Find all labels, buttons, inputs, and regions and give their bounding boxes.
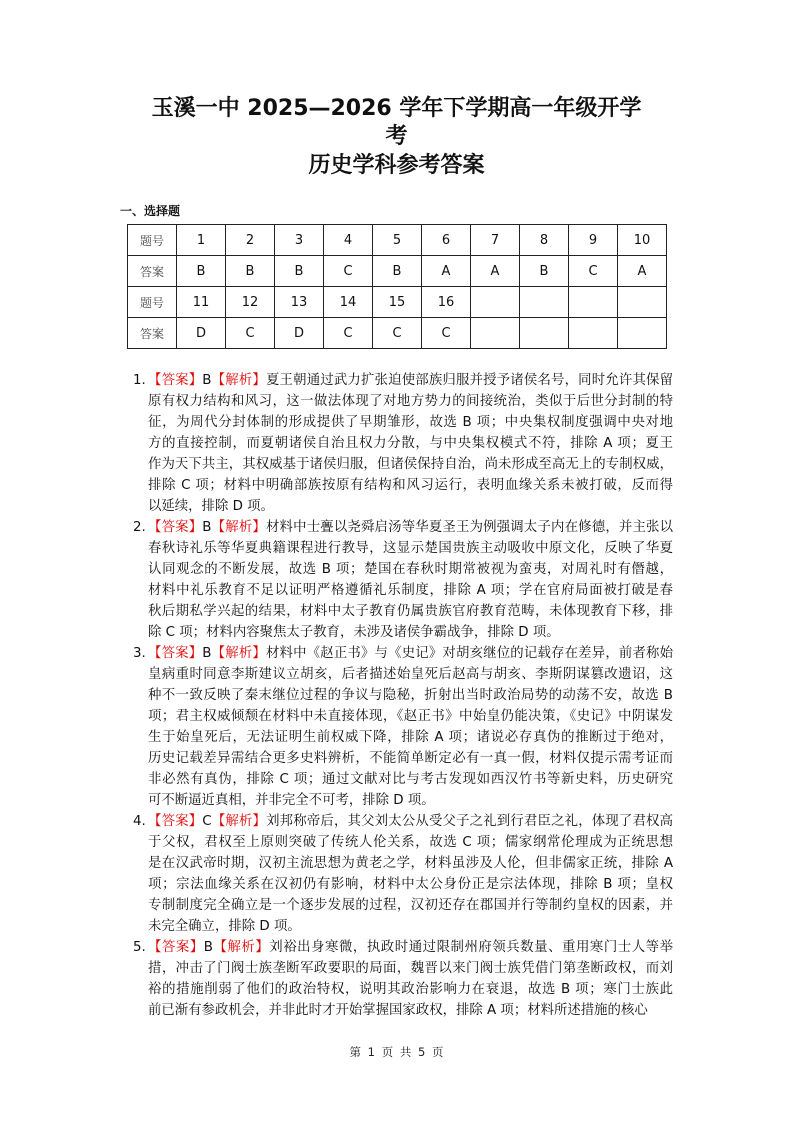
explanation-text: 方的直接控制，而夏朝诸侯自治且权力分散，与中央集权模式不符，排除 A 项；夏王 [148, 436, 673, 451]
table-cell: 5 [373, 225, 422, 256]
analysis-tag: 【解析】 [212, 940, 270, 955]
table-cell: A [618, 256, 667, 287]
section-heading: 一、选择题 [120, 204, 181, 218]
explanation-text: 排除 C 项；材料中明确部族按原有结构和风习运行，表明血缘关系未被打破，反而得 [148, 478, 673, 493]
text-line [148, 811, 673, 832]
explanation-item [133, 517, 673, 643]
text-line [148, 685, 673, 706]
table-cell: A [422, 256, 471, 287]
explanation-item [133, 811, 673, 937]
table-cell: 4 [324, 225, 373, 256]
explanation-text: 夏王朝通过武力扩张迫使部族归服并授予诸侯名号，同时允许其保留 [265, 373, 674, 388]
explanations-list [133, 370, 673, 1021]
explanation-text: 可不断逼近真相，并非完全不可考，排除 D 项。 [148, 793, 435, 808]
item-number: 4. [133, 814, 146, 829]
answer-value: B [202, 520, 212, 535]
answer-tag: 【答案】 [148, 940, 204, 955]
item-number: 3. [133, 646, 146, 661]
table-cell: A [471, 256, 520, 287]
text-line [148, 916, 673, 937]
document-title-line1: 玉溪一中 2025—2026 学年下学期高一年级开学 [151, 96, 642, 121]
document-title-line2: 考 [385, 124, 408, 149]
text-line [148, 622, 673, 643]
table-cell: 10 [618, 225, 667, 256]
answer-tag: 【答案】 [148, 646, 203, 661]
text-line [148, 1000, 673, 1021]
text-line [148, 517, 673, 538]
table-cell [569, 318, 618, 349]
table-row [128, 256, 667, 287]
document-subtitle: 历史学科参考答案 [308, 153, 485, 178]
row-header-cell: 题号 [128, 287, 177, 318]
row-header-cell: 答案 [128, 318, 177, 349]
explanation-text: 材料中礼乐教育不足以证明严格遵循礼乐制度，排除 A 项；学在官府局面被打破是春 [148, 583, 673, 598]
text-line [148, 559, 673, 580]
explanation-text: 材料中《赵正书》与《史记》对胡亥继位的记载存在差异，前者称始 [265, 646, 674, 661]
answer-tag: 【答案】 [148, 373, 203, 388]
answer-table [127, 224, 667, 349]
table-cell: 8 [520, 225, 569, 256]
analysis-tag: 【解析】 [211, 373, 266, 388]
explanation-text: 除 C 项；材料内容聚焦太子教育，未涉及诸侯争霸战争，排除 D 项。 [148, 625, 560, 640]
explanation-text: 刘邦称帝后，其父刘太公从受父子之礼到行君臣之礼，体现了君权高 [266, 814, 674, 829]
row-header-cell: 答案 [128, 256, 177, 287]
table-cell: 3 [275, 225, 324, 256]
table-cell: D [275, 318, 324, 349]
table-cell: C [422, 318, 471, 349]
table-cell [471, 287, 520, 318]
explanation-text: 专制制度完全确立是一个逐步发展的过程，汉初还存在郡国并行等制约皇权的因素，并 [148, 898, 673, 913]
text-line [148, 748, 673, 769]
table-cell: B [373, 256, 422, 287]
table-cell: 12 [226, 287, 275, 318]
explanation-text: 措，冲击了门阀士族垄断军政要职的局面，魏晋以来门阀士族凭借门第垄断政权，而刘 [148, 961, 673, 976]
table-row [128, 318, 667, 349]
explanation-text: 于父权，君权至上原则突破了传统人伦关系，故选 C 项；儒家纲常伦理成为正统思想 [148, 835, 673, 850]
text-line [148, 853, 673, 874]
table-cell: 1 [177, 225, 226, 256]
table-cell: C [226, 318, 275, 349]
explanation-text: 春秋诗礼乐等华夏典籍课程进行教导，这显示楚国贵族主动吸收中原文化，反映了华夏 [148, 541, 673, 556]
explanation-text: 项；宗法血缘关系在汉初仍有影响，材料中太公身份正是宗法体现，排除 B 项；皇权 [148, 877, 673, 892]
analysis-tag: 【解析】 [211, 520, 266, 535]
text-line [148, 391, 673, 412]
table-cell: 9 [569, 225, 618, 256]
explanation-text: 皇病重时同意李斯建议立胡亥，后者描述始皇死后赵高与胡亥、李斯阴谋篡改遗诏，这 [148, 667, 673, 682]
explanation-text: 裕的措施削弱了他们的政治特权，说明其政治影响力在衰退，故选 B 项；寒门士族此 [148, 982, 673, 997]
table-cell [520, 287, 569, 318]
table-row [128, 287, 667, 318]
text-line [148, 874, 673, 895]
answer-value: B [203, 940, 213, 955]
table-cell [471, 318, 520, 349]
table-cell: 13 [275, 287, 324, 318]
text-line [148, 790, 673, 811]
table-cell: 11 [177, 287, 226, 318]
explanation-text: 未完全确立，排除 D 项。 [148, 919, 301, 934]
text-line [148, 832, 673, 853]
answer-value: B [202, 646, 212, 661]
text-line [148, 958, 673, 979]
explanation-text: 历史记载差异需结合更多史料辨析，不能简单断定必有一真一假，材料仅提示需考证而 [148, 751, 673, 766]
table-cell [618, 287, 667, 318]
explanation-text: 项；君主权威倾颓在材料中未直接体现，《赵正书》中始皇仍能决策，《史记》中阴谋发 [148, 709, 673, 724]
explanation-text: 认同观念的不断发展，故选 B 项；楚国在春秋时期常被视为蛮夷，对周礼时有僭越， [148, 562, 673, 577]
table-cell: C [324, 318, 373, 349]
item-number: 1. [133, 373, 146, 388]
text-line [148, 706, 673, 727]
table-cell: B [177, 256, 226, 287]
table-cell: D [177, 318, 226, 349]
table-cell [569, 287, 618, 318]
explanation-item [133, 937, 673, 1021]
row-header-cell: 题号 [128, 225, 177, 256]
text-line [148, 454, 673, 475]
table-cell: B [275, 256, 324, 287]
text-line [148, 664, 673, 685]
explanation-text: 征，为周代分封体制的形成提供了早期雏形，故选 B 项；中央集权制度强调中央对地 [148, 415, 673, 430]
answer-value: B [202, 373, 212, 388]
text-line [148, 412, 673, 433]
text-line [148, 601, 673, 622]
analysis-tag: 【解析】 [211, 814, 267, 829]
explanation-text: 以延续，排除 D 项。 [148, 499, 274, 514]
text-line [148, 769, 673, 790]
answer-tag: 【答案】 [148, 520, 203, 535]
explanation-text: 材料中士亹以尧舜启汤等华夏圣王为例强调太子内在修德，并主张以 [265, 520, 674, 535]
text-line [148, 643, 673, 664]
explanation-item [133, 643, 673, 811]
table-cell [618, 318, 667, 349]
explanation-text: 秋后期私学兴起的结果，材料中太子教育仍属贵族官府教育范畴，未体现教育下移，排 [148, 604, 673, 619]
explanation-text: 作为天下共主，其权威基于诸侯归服，但诸侯保持自治，尚未形成至高无上的专制权威， [148, 457, 673, 472]
answer-tag: 【答案】 [148, 814, 203, 829]
text-line [148, 727, 673, 748]
table-cell [520, 318, 569, 349]
explanation-text: 是在汉武帝时期，汉初主流思想为黄老之学，材料虽涉及人伦，但非儒家正统，排除 A [148, 856, 673, 871]
table-cell: 16 [422, 287, 471, 318]
table-cell: B [520, 256, 569, 287]
analysis-tag: 【解析】 [211, 646, 266, 661]
page-footer: 第 1 页 共 5 页 [349, 1045, 444, 1059]
text-line [148, 496, 673, 517]
explanation-text: 种不一致反映了秦末继位过程的争议与隐秘，折射出当时政治局势的动荡不安，故选 B [148, 688, 673, 703]
explanation-text: 生于始皇死后，无法证明生前权威下降，排除 A 项；诸说必存真伪的推断过于绝对， [148, 730, 673, 745]
table-cell: 7 [471, 225, 520, 256]
item-number: 2. [133, 520, 146, 535]
table-row [128, 225, 667, 256]
answer-value: C [202, 814, 212, 829]
item-number: 5. [133, 940, 146, 955]
explanation-item [133, 370, 673, 517]
table-cell: B [226, 256, 275, 287]
table-cell: C [324, 256, 373, 287]
explanation-text: 非必然有真伪，排除 C 项；通过文献对比与考古发现如西汉竹书等新史料，历史研究 [148, 772, 673, 787]
table-cell: C [569, 256, 618, 287]
text-line [148, 538, 673, 559]
text-line [148, 370, 673, 391]
table-cell: C [373, 318, 422, 349]
explanation-text: 刘裕出身寒微，执政时通过限制州府领兵数量、重用寒门士人等举 [269, 940, 674, 955]
explanation-text: 前已渐有参政机会，并非此时才开始掌握国家政权，排除 A 项；材料所述措施的核心 [148, 1003, 648, 1018]
table-cell: 6 [422, 225, 471, 256]
table-cell: 14 [324, 287, 373, 318]
table-cell: 2 [226, 225, 275, 256]
text-line [148, 979, 673, 1000]
text-line [148, 475, 673, 496]
text-line [148, 433, 673, 454]
explanation-text: 原有权力结构和风习，这一做法体现了对地方势力的间接统治，类似于后世分封制的特 [148, 394, 673, 409]
table-cell: 15 [373, 287, 422, 318]
text-line [148, 937, 673, 958]
text-line [148, 895, 673, 916]
text-line [148, 580, 673, 601]
